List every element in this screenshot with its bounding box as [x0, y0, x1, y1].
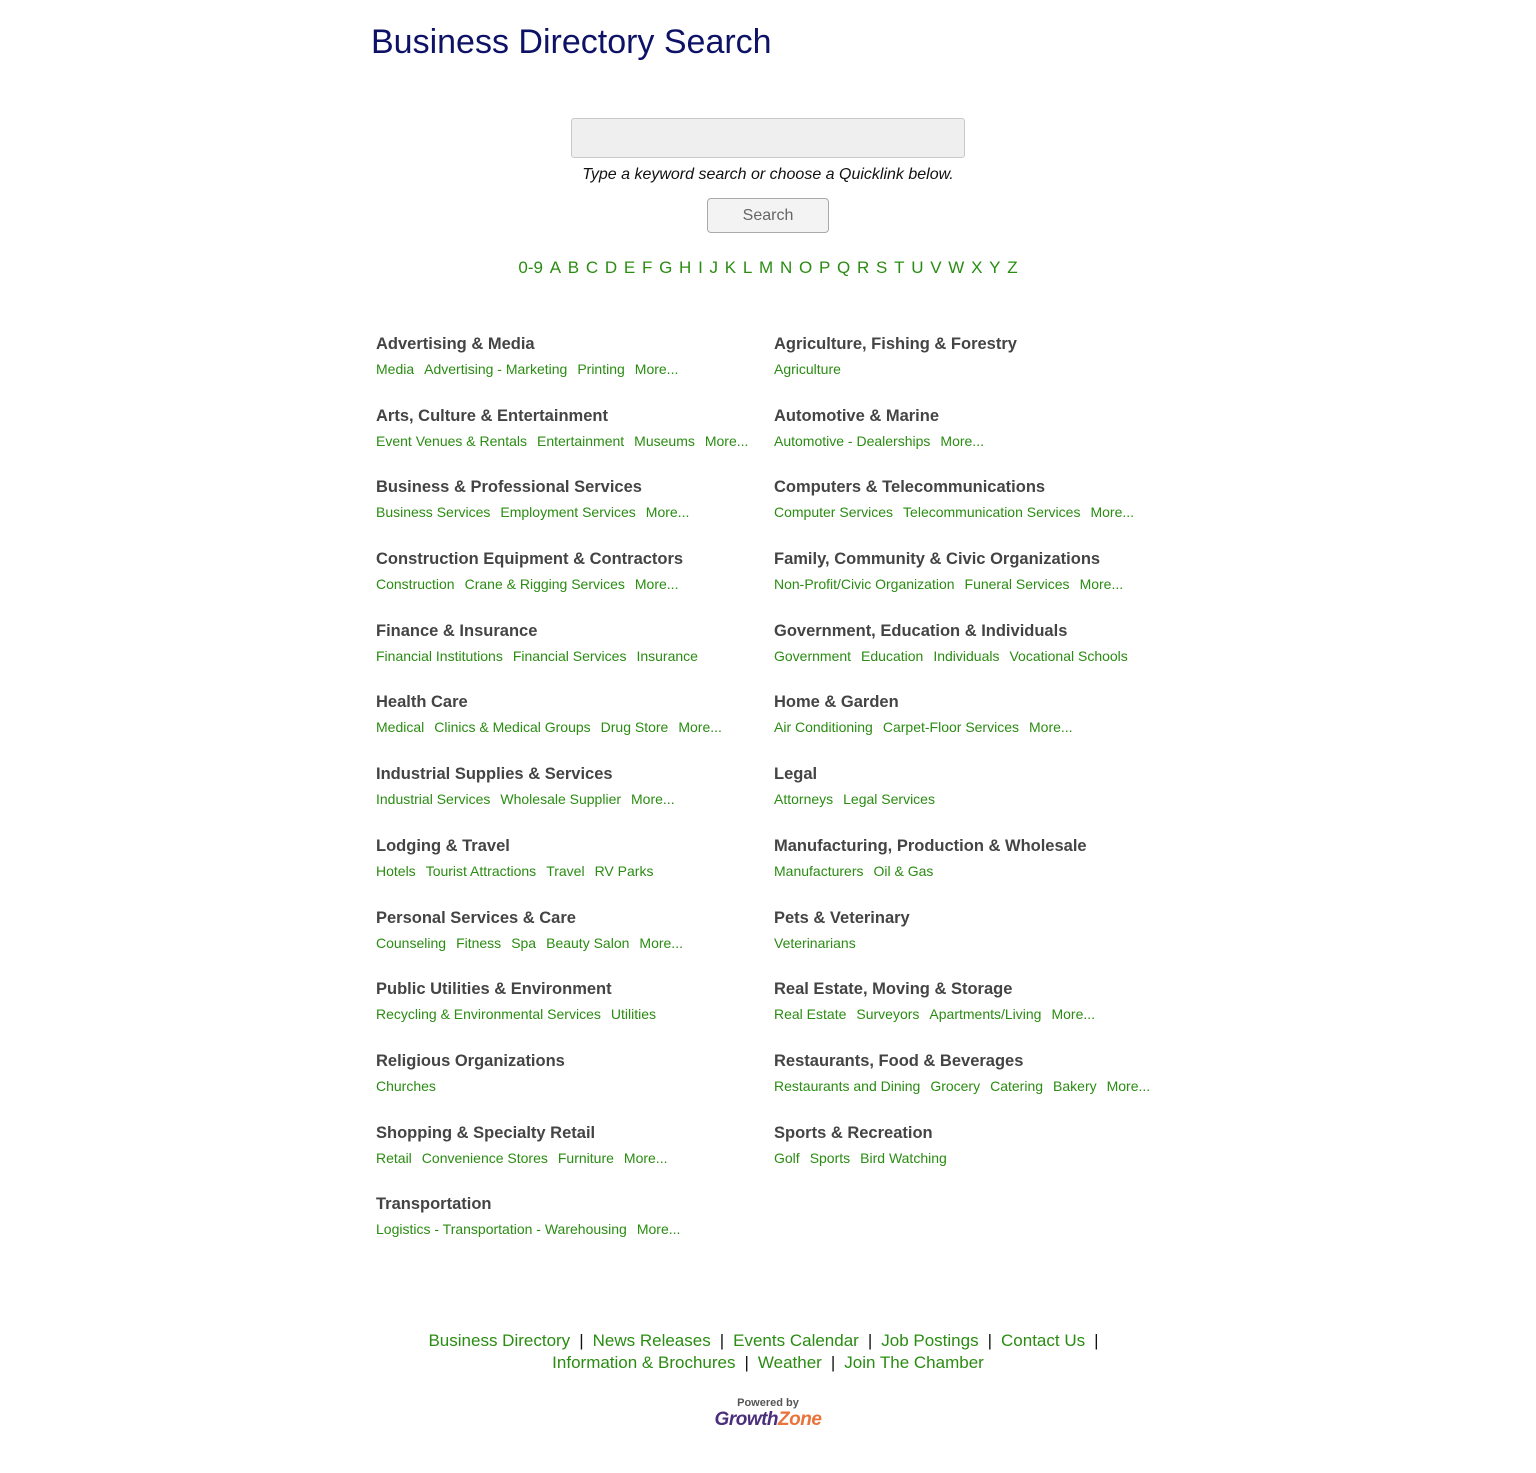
category-link[interactable]: Sports — [809, 1149, 851, 1166]
alpha-link-m[interactable]: M — [759, 258, 774, 277]
category-link[interactable]: Tourist Attractions — [425, 862, 537, 879]
category-link[interactable]: Grocery — [930, 1077, 981, 1094]
category-heading: Industrial Supplies & Services — [376, 765, 613, 784]
category-link[interactable]: Convenience Stores — [421, 1149, 548, 1166]
category-heading: Government, Education & Individuals — [774, 621, 1068, 640]
category-block — [774, 904, 1174, 976]
alpha-link-z[interactable]: Z — [1007, 258, 1018, 277]
category-heading: Finance & Insurance — [376, 621, 538, 640]
page-title: Business Directory Search — [371, 23, 772, 61]
category-link[interactable]: Funeral Services — [964, 576, 1070, 593]
category-link[interactable]: Attorneys — [774, 791, 834, 808]
category-link[interactable]: Oil & Gas — [873, 862, 934, 879]
category-link[interactable]: Printing — [577, 361, 625, 377]
alpha-link-q[interactable]: Q — [837, 258, 851, 277]
category-block — [376, 402, 774, 474]
category-link[interactable]: Media — [376, 361, 415, 377]
category-heading: Business & Professional Services — [376, 478, 642, 497]
category-heading: Home & Garden — [774, 693, 899, 712]
category-block — [774, 760, 1174, 832]
category-heading: Legal — [774, 765, 818, 784]
category-more-link[interactable]: More... — [1090, 504, 1135, 521]
footer-link[interactable]: Weather — [757, 1353, 822, 1372]
category-more-link[interactable]: More... — [1106, 1077, 1151, 1094]
category-link[interactable]: Catering — [990, 1077, 1044, 1094]
category-link[interactable]: Clinics & Medical Groups — [434, 719, 591, 736]
category-heading: Family, Community & Civic Organizations — [774, 550, 1101, 569]
category-heading: Real Estate, Moving & Storage — [774, 980, 1013, 999]
category-heading: Advertising & Media — [376, 335, 535, 353]
category-heading: Restaurants, Food & Beverages — [774, 1051, 1024, 1070]
category-links — [774, 1003, 1174, 1025]
alpha-link-l[interactable]: L — [742, 258, 753, 277]
category-link[interactable]: Apartments/Living — [929, 1006, 1042, 1023]
category-more-link[interactable]: More... — [639, 934, 683, 951]
category-heading: Transportation — [376, 1195, 492, 1214]
alpha-link-w[interactable]: W — [948, 258, 965, 277]
category-link[interactable]: Spa — [511, 934, 537, 951]
category-link[interactable]: Agriculture — [774, 361, 841, 377]
category-block — [376, 1190, 774, 1262]
category-block — [376, 975, 774, 1047]
category-heading: Sports & Recreation — [774, 1123, 933, 1142]
footer-link[interactable]: Information & Brochures — [552, 1353, 736, 1372]
category-link[interactable]: Golf — [774, 1149, 800, 1166]
category-links — [376, 430, 774, 452]
search-input[interactable] — [571, 118, 965, 158]
category-heading: Arts, Culture & Entertainment — [376, 406, 608, 425]
category-links — [376, 1003, 774, 1025]
category-block — [774, 330, 1174, 402]
footer-link[interactable]: Events Calendar — [733, 1331, 859, 1350]
category-link[interactable]: Counseling — [376, 934, 447, 951]
category-link[interactable]: Computer Services — [774, 504, 894, 521]
category-block — [376, 688, 774, 760]
category-block — [774, 473, 1174, 545]
category-link[interactable]: Furniture — [557, 1149, 614, 1166]
alpha-link-x[interactable]: X — [971, 258, 983, 277]
category-link[interactable]: Insurance — [636, 647, 698, 664]
category-links — [774, 430, 1174, 452]
category-link[interactable]: Bakery — [1053, 1077, 1097, 1094]
category-link[interactable]: Real Estate — [774, 1006, 847, 1023]
category-block — [774, 1119, 1174, 1191]
category-block — [774, 975, 1174, 1047]
category-links — [376, 1147, 774, 1169]
powered-by-growthzone[interactable] — [0, 1396, 1536, 1430]
category-link[interactable]: Churches — [376, 1077, 436, 1094]
category-link[interactable]: Non-Profit/Civic Organization — [774, 576, 955, 593]
alpha-link-y[interactable]: Y — [989, 258, 1001, 277]
footer-separator: | — [719, 1331, 725, 1350]
category-block — [376, 617, 774, 689]
footer-separator: | — [867, 1331, 873, 1350]
category-heading: Agriculture, Fishing & Forestry — [774, 335, 1017, 353]
category-links — [774, 1147, 1174, 1169]
category-link[interactable]: Financial Services — [512, 647, 627, 664]
category-heading: Personal Services & Care — [376, 908, 576, 927]
alpha-link-b[interactable]: B — [567, 258, 580, 277]
category-links — [376, 501, 774, 523]
category-link[interactable]: Drug Store — [600, 719, 669, 736]
alpha-link-d[interactable]: D — [604, 258, 618, 277]
alpha-link-j[interactable]: J — [709, 258, 719, 277]
category-link[interactable]: Event Venues & Rentals — [376, 432, 527, 449]
category-links — [376, 1218, 774, 1240]
category-link[interactable]: Crane & Rigging Services — [464, 576, 625, 593]
category-link[interactable]: Industrial Services — [376, 791, 491, 808]
category-link[interactable]: Employment Services — [500, 504, 636, 521]
category-block — [774, 402, 1174, 474]
alpha-link-u[interactable]: U — [911, 258, 924, 277]
footer-separator: | — [1094, 1331, 1099, 1350]
category-link[interactable]: Education — [861, 647, 924, 664]
category-heading: Computers & Telecommunications — [774, 478, 1046, 497]
footer-link[interactable]: News Releases — [592, 1331, 711, 1350]
category-links — [774, 1075, 1174, 1097]
category-links — [774, 358, 1174, 380]
alphabet-quicklinks — [0, 256, 1536, 280]
category-links — [376, 860, 774, 882]
category-link[interactable]: Advertising - Marketing — [424, 361, 568, 377]
category-link[interactable]: Hotels — [376, 862, 416, 879]
category-more-link[interactable]: More... — [678, 719, 722, 736]
category-links — [376, 358, 774, 380]
category-more-link[interactable]: More... — [1079, 576, 1124, 593]
category-link[interactable]: Manufacturers — [774, 862, 864, 879]
category-more-link[interactable]: More... — [645, 504, 690, 521]
category-block — [774, 545, 1174, 617]
powered-by-label: Powered by — [737, 1397, 799, 1409]
category-block — [376, 1119, 774, 1191]
category-heading: Automotive & Marine — [774, 406, 940, 425]
growthzone-logo[interactable] — [0, 1410, 1536, 1430]
category-link[interactable]: Fitness — [456, 934, 502, 951]
footer-separator: | — [830, 1353, 836, 1372]
footer-separator: | — [579, 1331, 584, 1350]
alpha-link-f[interactable]: F — [641, 258, 653, 277]
category-link[interactable]: Museums — [634, 432, 695, 449]
alpha-link-0-9[interactable]: 0-9 — [518, 258, 543, 277]
category-link[interactable]: Individuals — [933, 647, 1000, 664]
category-links — [376, 716, 774, 738]
category-link[interactable]: Bird Watching — [860, 1149, 947, 1166]
category-link[interactable]: Government — [774, 647, 852, 664]
alpha-link-i[interactable]: I — [698, 258, 703, 277]
logo-zone: Zone — [778, 1409, 822, 1430]
category-link[interactable]: Beauty Salon — [546, 934, 630, 951]
category-heading: Public Utilities & Environment — [376, 980, 612, 999]
category-link[interactable]: Entertainment — [537, 432, 625, 449]
category-heading: Shopping & Specialty Retail — [376, 1123, 596, 1142]
category-link[interactable]: Legal Services — [843, 791, 935, 808]
category-link[interactable]: Construction — [376, 576, 455, 593]
category-links — [774, 788, 1174, 810]
category-block — [376, 1047, 774, 1119]
category-link[interactable]: Air Conditioning — [774, 719, 873, 736]
category-heading: Lodging & Travel — [376, 836, 510, 855]
category-link[interactable]: Logistics - Transportation - Warehousing — [376, 1221, 627, 1238]
footer-separator: | — [987, 1331, 993, 1350]
category-link[interactable]: RV Parks — [594, 862, 654, 879]
footer-row-2 — [0, 1352, 1536, 1374]
category-block — [376, 760, 774, 832]
footer-nav — [0, 1330, 1536, 1374]
category-links — [376, 932, 774, 954]
category-link[interactable]: Surveyors — [856, 1006, 920, 1023]
category-more-link[interactable]: More... — [634, 361, 679, 377]
alpha-link-o[interactable]: O — [798, 258, 813, 277]
alpha-link-n[interactable]: N — [779, 258, 793, 277]
category-block — [376, 904, 774, 976]
category-block — [774, 1047, 1174, 1119]
category-link[interactable]: Automotive - Dealerships — [774, 432, 931, 449]
alpha-link-c[interactable]: C — [585, 258, 599, 277]
search-hint: Type a keyword search or choose a Quicklink below. — [582, 166, 954, 183]
category-link[interactable]: Business Services — [376, 504, 491, 521]
footer-separator: | — [744, 1353, 749, 1372]
category-grid — [376, 330, 1176, 1262]
alpha-link-k[interactable]: K — [724, 258, 737, 277]
alpha-link-a[interactable]: A — [549, 258, 562, 277]
category-block — [376, 473, 774, 545]
category-link[interactable]: Wholesale Supplier — [500, 791, 622, 808]
category-more-link[interactable]: More... — [940, 432, 984, 449]
footer-link[interactable]: Contact Us — [1001, 1331, 1086, 1350]
category-links — [774, 932, 1174, 954]
category-links — [376, 788, 774, 810]
category-link[interactable]: Vocational Schools — [1009, 647, 1128, 664]
category-link[interactable]: Utilities — [610, 1006, 656, 1023]
category-block — [376, 330, 774, 402]
category-block — [774, 617, 1174, 689]
alpha-link-g[interactable]: G — [659, 258, 673, 277]
category-link[interactable]: Financial Institutions — [376, 647, 503, 664]
alpha-link-v[interactable]: V — [930, 258, 942, 277]
category-heading: Construction Equipment & Contractors — [376, 550, 684, 569]
alpha-link-e[interactable]: E — [623, 258, 636, 277]
category-heading: Health Care — [376, 693, 468, 712]
category-link[interactable]: Recycling & Environmental Services — [376, 1006, 601, 1023]
category-more-link[interactable]: More... — [1051, 1006, 1096, 1023]
category-more-link[interactable]: More... — [623, 1149, 668, 1166]
category-links — [774, 716, 1174, 738]
category-link[interactable]: Carpet-Floor Services — [882, 719, 1019, 736]
alpha-link-s[interactable]: S — [876, 258, 888, 277]
category-links — [774, 860, 1174, 882]
category-links — [376, 573, 774, 595]
category-link[interactable]: Restaurants and Dining — [774, 1077, 921, 1094]
category-links — [774, 573, 1174, 595]
category-more-link[interactable]: More... — [704, 432, 749, 449]
search-button[interactable]: Search — [707, 198, 829, 233]
footer-link[interactable]: Join The Chamber — [844, 1353, 984, 1372]
category-link[interactable]: Travel — [546, 862, 585, 879]
category-block — [376, 832, 774, 904]
category-links — [774, 645, 1174, 667]
category-heading: Religious Organizations — [376, 1051, 565, 1070]
category-links — [774, 501, 1174, 523]
alpha-link-r[interactable]: R — [856, 258, 870, 277]
alpha-link-h[interactable]: H — [679, 258, 692, 277]
category-link[interactable]: Medical — [376, 719, 425, 736]
footer-link[interactable]: Job Postings — [881, 1331, 979, 1350]
category-more-link[interactable]: More... — [1029, 719, 1073, 736]
category-heading: Pets & Veterinary — [774, 908, 910, 927]
category-block — [774, 832, 1174, 904]
category-links — [376, 645, 774, 667]
logo-growth: Growth — [714, 1409, 779, 1430]
alpha-link-p[interactable]: P — [818, 258, 831, 277]
category-link[interactable]: Telecommunication Services — [903, 504, 1081, 521]
category-block — [376, 545, 774, 617]
category-links — [376, 1075, 774, 1097]
category-more-link[interactable]: More... — [634, 576, 679, 593]
alpha-link-t[interactable]: T — [894, 258, 905, 277]
category-heading: Manufacturing, Production & Wholesale — [774, 836, 1087, 855]
footer-row-1 — [0, 1330, 1536, 1352]
category-link[interactable]: Veterinarians — [774, 934, 856, 951]
category-more-link[interactable]: More... — [636, 1221, 681, 1238]
category-block — [774, 688, 1174, 760]
category-more-link[interactable]: More... — [631, 791, 675, 808]
category-link[interactable]: Retail — [376, 1149, 412, 1166]
footer-link[interactable]: Business Directory — [428, 1331, 571, 1350]
